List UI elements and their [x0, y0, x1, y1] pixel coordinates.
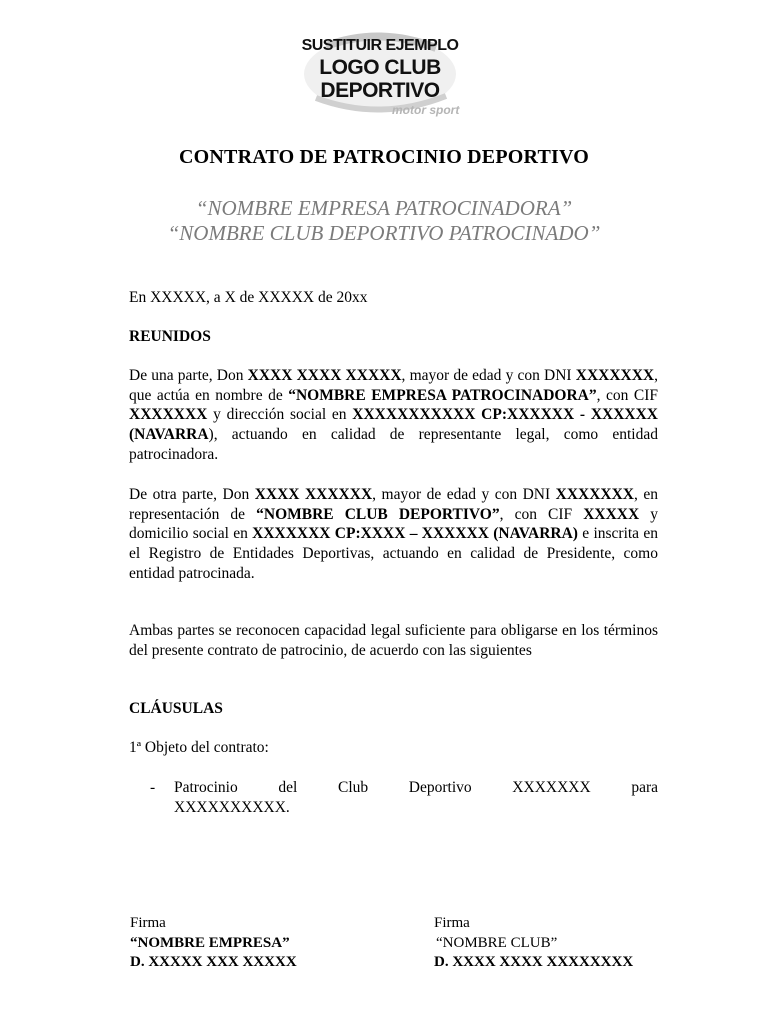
parte2-address: XXXXXXX CP:XXXX – XXXXXX (NAVARRA) [252, 525, 578, 543]
signature-label: Firma [130, 915, 166, 931]
signature-company: “NOMBRE EMPRESA” [130, 934, 290, 951]
parte1-text-2: , mayor de edad y con DNI [401, 367, 576, 384]
bullet-text-line-2: XXXXXXXXXX. [174, 798, 290, 816]
sponsor-company-subtitle: “NOMBRE EMPRESA PATROCINADORA” [195, 196, 573, 220]
parte2-club-name: “NOMBRE CLUB DEPORTIVO” [256, 505, 500, 523]
parte2-text-3: , en representación de [129, 486, 658, 523]
logo-line-3: DEPORTIVO [320, 79, 440, 102]
first-party-paragraph [129, 366, 658, 465]
parte2-text-6: e inscrita en el Registro de Entidades Deportivas, actuando en calidad de Presidente, como entidad patrocinada. [129, 525, 659, 582]
bullet-dash: - [150, 779, 156, 796]
parte2-cif: XXXXX [583, 505, 640, 523]
parte1-text-6: ), actuando en calidad de representante legal, como entidad patrocinadora. [129, 426, 658, 463]
bullet-text [174, 778, 658, 817]
parte1-company-name: “NOMBRE EMPRESA PATROCINADORA” [288, 386, 597, 404]
document-title: CONTRATO DE PATROCINIO DEPORTIVO [179, 146, 589, 168]
parte2-text-4: , con CIF [499, 505, 584, 523]
parte2-text-2: , mayor de edad y con DNI [372, 486, 556, 503]
parte1-text-4: , con CIF [596, 386, 658, 404]
parte1-text-5: y dirección social en [207, 406, 353, 424]
logo-line-1: SUSTITUIR EJEMPLO [301, 37, 459, 54]
parte1-text-3: , que actúa en nombre de [129, 367, 658, 404]
signature-label: Firma [434, 915, 470, 931]
parte1-cif: XXXXXXX [129, 406, 208, 424]
logo-text [296, 36, 464, 102]
signature-person: D. XXXX XXXX XXXXXXXX [434, 954, 634, 970]
agreement-paragraph: Ambas partes se reconocen capacidad legal suficiente para obligarse en los términos del presente contrato de patrocinio, de acuerdo con las siguientes [129, 622, 658, 659]
parte2-dni: XXXXXXX [555, 486, 634, 503]
parte2-text-1: De otra parte, Don [129, 486, 255, 503]
sponsor-signature-block [130, 914, 390, 973]
club-logo [296, 26, 464, 122]
sponsored-club-subtitle: “NOMBRE CLUB DEPORTIVO PATROCINADO” [167, 221, 601, 245]
parte1-rep-name: XXXX XXXX XXXXX [247, 367, 402, 384]
parte1-dni: XXXXXXX [575, 367, 655, 384]
signature-person: D. XXXXX XXX XXXXX [130, 954, 297, 970]
clause-1-heading: 1ª Objeto del contrato: [129, 739, 269, 756]
parte1-address: XXXXXXXXXXX CP:XXXXXX - XXXXXX (NAVARRA [129, 406, 658, 444]
clausulas-heading: CLÁUSULAS [129, 700, 223, 717]
signature-company: “NOMBRE CLUB” [436, 934, 558, 951]
date-line: En XXXXX, a X de XXXXX de 20xx [129, 289, 368, 306]
parte2-text-5: y domicilio social en [129, 505, 659, 543]
second-party-paragraph [129, 485, 658, 584]
club-signature-block [434, 914, 694, 973]
reunidos-heading: REUNIDOS [129, 328, 211, 345]
logo-line-2: LOGO CLUB [319, 56, 441, 79]
parte2-rep-name: XXXX XXXXXX [254, 486, 373, 503]
parte1-text-1: De una parte, Don [129, 367, 248, 384]
bullet-text-line-1: Patrocinio del Club Deportivo XXXXXXX para [174, 779, 658, 796]
logo-watermark: motor sport [392, 103, 460, 117]
